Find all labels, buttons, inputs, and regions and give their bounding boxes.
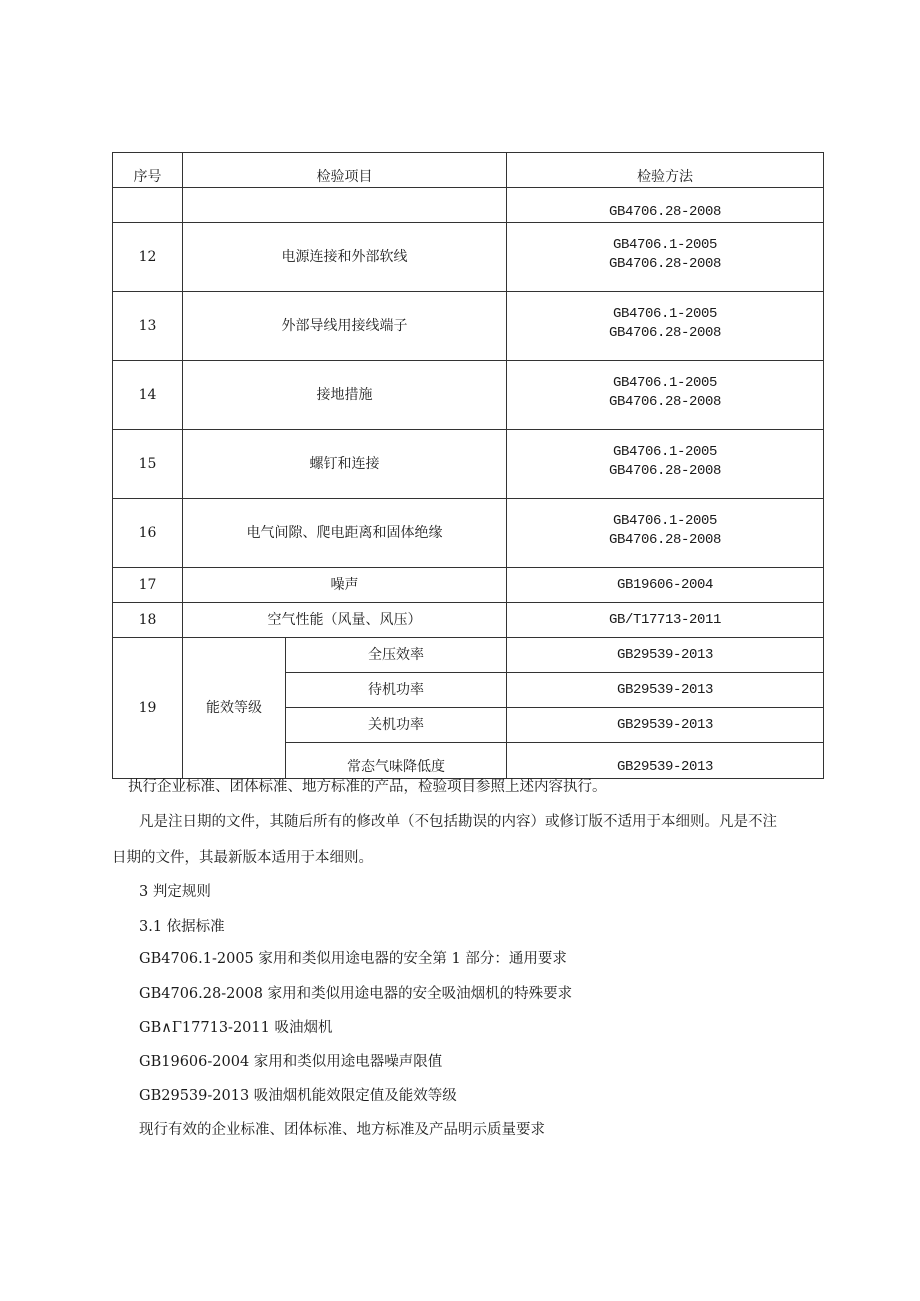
standard-item: GB∧Γ17713-2011 吸油烟机 <box>139 1020 333 1036</box>
subsection-heading: 3.1 依据标准 <box>139 919 225 935</box>
method-cell: GB4706.1-2005 GB4706.28-2008 <box>507 223 824 292</box>
row-item: 电气间隙、爬电距离和固体绝缘 <box>183 499 507 568</box>
row-item: 螺钉和连接 <box>183 430 507 499</box>
sub-item: 常态气味降低度 <box>286 743 507 779</box>
table-row <box>113 568 824 603</box>
row-no: 13 <box>113 292 183 361</box>
method-cell: GB29539-2013 <box>507 673 824 708</box>
row-no: 14 <box>113 361 183 430</box>
row-item: 外部导线用接线端子 <box>183 292 507 361</box>
method-cell: GB/T17713-2011 <box>507 603 824 638</box>
header-item: 检验项目 <box>183 153 507 188</box>
table-row <box>113 361 824 430</box>
method-cell: GB4706.1-2005 GB4706.28-2008 <box>507 430 824 499</box>
standard-item: GB19606-2004 家用和类似用途电器噪声限值 <box>139 1054 443 1070</box>
row-no: 19 <box>113 638 183 779</box>
method-cell: GB19606-2004 <box>507 568 824 603</box>
table-row <box>113 223 824 292</box>
header-no: 序号 <box>113 153 183 188</box>
row-no: 12 <box>113 223 183 292</box>
sub-item: 全压效率 <box>286 638 507 673</box>
method-cell: GB29539-2013 <box>507 708 824 743</box>
method-cell: GB29539-2013 <box>507 743 824 779</box>
standard-item: GB4706.28-2008 家用和类似用途电器的安全吸油烟机的特殊要求 <box>139 986 573 1002</box>
row-item: 电源连接和外部软线 <box>183 223 507 292</box>
standard-item: 现行有效的企业标准、团体标准、地方标准及产品明示质量要求 <box>139 1122 545 1138</box>
table-row <box>113 430 824 499</box>
inspection-table <box>112 152 824 779</box>
row-item: 空气性能（风量、风压） <box>183 603 507 638</box>
row-no: 17 <box>113 568 183 603</box>
method-cell: GB4706.28-2008 <box>507 188 824 223</box>
table-note: 执行企业标准、团体标准、地方标准的产品，检验项目参照上述内容执行。 <box>128 779 607 795</box>
sub-item: 关机功率 <box>286 708 507 743</box>
table-row <box>113 292 824 361</box>
header-method: 检验方法 <box>507 153 824 188</box>
table-row <box>113 499 824 568</box>
row-no: 15 <box>113 430 183 499</box>
row-no: 18 <box>113 603 183 638</box>
sub-item: 待机功率 <box>286 673 507 708</box>
row-no: 16 <box>113 499 183 568</box>
row-item: 能效等级 <box>183 638 286 779</box>
method-cell: GB29539-2013 <box>507 638 824 673</box>
table-row <box>113 638 824 673</box>
method-cell: GB4706.1-2005 GB4706.28-2008 <box>507 499 824 568</box>
standard-item: GB29539-2013 吸油烟机能效限定值及能效等级 <box>139 1088 457 1104</box>
paragraph-line: 日期的文件，其最新版本适用于本细则。 <box>112 850 373 866</box>
row-item: 接地措施 <box>183 361 507 430</box>
table-row <box>113 603 824 638</box>
standard-item: GB4706.1-2005 家用和类似用途电器的安全第 1 部分：通用要求 <box>139 951 567 967</box>
paragraph-line: 凡是注日期的文件，其随后所有的修改单（不包括勘误的内容）或修订版不适用于本细则。凡是不注 <box>139 814 777 830</box>
method-cell: GB4706.1-2005 GB4706.28-2008 <box>507 292 824 361</box>
table-row-continuation <box>113 188 824 223</box>
method-cell: GB4706.1-2005 GB4706.28-2008 <box>507 361 824 430</box>
table-header-row <box>113 153 824 188</box>
section-heading: 3 判定规则 <box>139 884 211 900</box>
row-item: 噪声 <box>183 568 507 603</box>
